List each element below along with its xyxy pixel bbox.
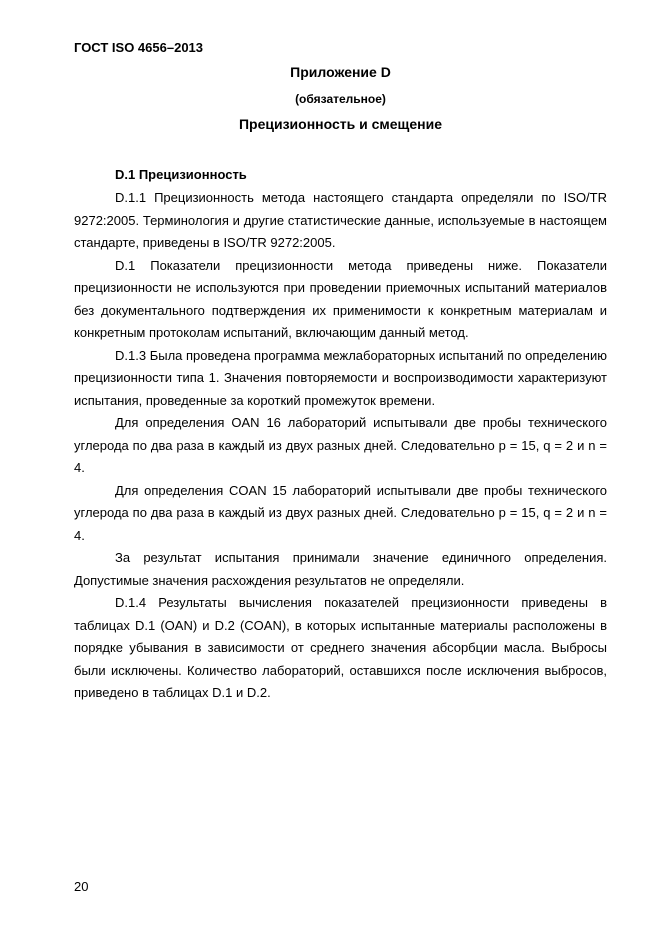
paragraph-d-1-2: D.1 Показатели прецизионности метода приведены ниже. Показатели прецизионности не используются при проведении приемочных испытаний материалов без документального подтверждения их применимости к конкретным материалам и конкретным протоколам испытаний, включающим данный метод. [74,257,607,340]
appendix-title: Приложение D [290,64,391,80]
document-body [74,187,607,705]
appendix-subtitle: Прецизионность и смещение [238,116,443,132]
page-number: 20 [74,879,89,894]
paragraph-result: За результат испытания принимали значение единичного определения. Допустимые значения расхождения результатов не определяли. [74,550,607,588]
paragraph-coan: Для определения COAN 15 лабораторий испытывали две пробы технического углерода по два раза в каждый из двух разных дней. Следовательно p = 15, q = 2 и n = 4. [74,482,607,543]
appendix-status: (обязательное) [295,92,386,106]
paragraph-oan: Для определения OAN 16 лабораторий испытывали две пробы технического углерода по два раза в каждый из двух разных дней. Следовательно p = 15, q = 2 и n = 4. [74,415,607,475]
section-heading: D.1 Прецизионность [115,167,247,182]
paragraph-d-1-3: D.1.3 Была проведена программа межлабораторных испытаний по определению прецизионности типа 1. Значения повторяемости и воспроизводимости характеризуют испытания, проведенные за короткий промежуток времени. [74,347,607,408]
standard-code: ГОСТ ISO 4656–2013 [74,40,204,55]
paragraph-d-1-1: D.1.1 Прецизионность метода настоящего стандарта определяли по ISO/TR 9272:2005. Терминология и другие статистические данные, используемые в настоящем стандарте, приведены в ISO/TR 9272:2005. [74,190,607,250]
paragraph-d-1-4: D.1.4 Результаты вычисления показателей прецизионности приведены в таблицах D.1 (OAN) и D.2 (COAN), в которых испытанные материалы расположены в порядке убывания в зависимости от среднего значения абсорбции масла. Выбросы были исключены. Количество лабораторий, оставшихся после исключения выбросов, приведено в таблицах D.1 и D.2. [74,595,607,700]
